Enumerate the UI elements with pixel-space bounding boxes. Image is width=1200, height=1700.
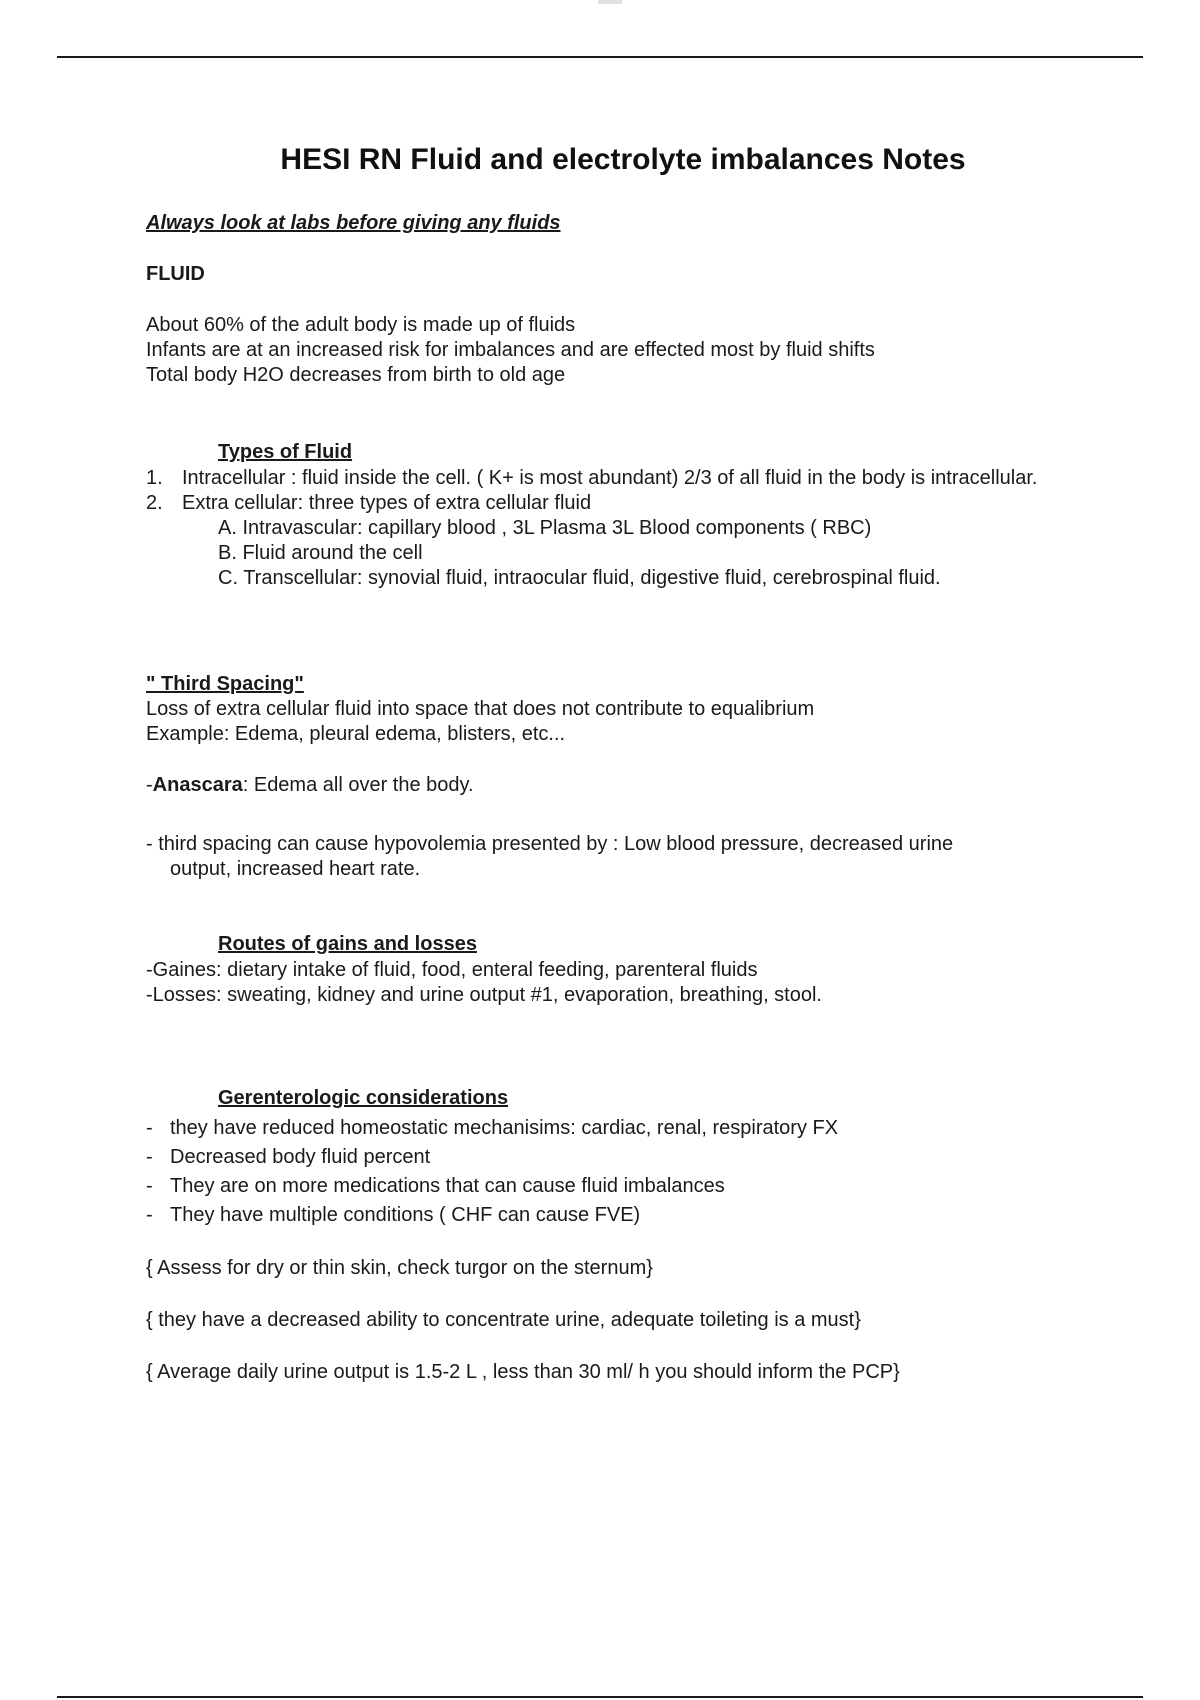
types-of-fluid-heading: Types of Fluid — [218, 441, 353, 463]
hypovolemia-line: - third spacing can cause hypovolemia presented by : Low blood pressure, decreased urine — [146, 833, 954, 855]
routes-line: -Losses: sweating, kidney and urine output #1, evaporation, breathing, stool. — [146, 984, 822, 1006]
extracellular-sublist — [146, 516, 1082, 591]
tagline: Always look at labs before giving any fluids — [146, 212, 561, 234]
document-title: HESI RN Fluid and electrolyte imbalances Notes — [280, 143, 966, 176]
third-spacing-heading: " Third Spacing" — [146, 673, 304, 695]
list-number: 1. — [146, 467, 163, 489]
list-item-text: Extra cellular: three types of extra cellular fluid — [182, 492, 592, 514]
list-number: 2. — [146, 492, 163, 514]
section-label-fluid: FLUID — [146, 263, 205, 285]
list-item — [146, 491, 1082, 516]
anascara-prefix: - — [146, 774, 153, 796]
list-item — [146, 1145, 838, 1174]
list-item-text: They are on more medications that can cause fluid imbalances — [170, 1175, 725, 1197]
intro-line: Infants are at an increased risk for imbalances and are effected most by fluid shifts — [146, 339, 875, 361]
page-top-mark — [598, 0, 622, 4]
gerontologic-list — [146, 1116, 838, 1232]
third-spacing-line: Loss of extra cellular fluid into space that does not contribute to equalibrium — [146, 698, 815, 720]
list-item — [146, 1116, 838, 1145]
intro-line: Total body H2O decreases from birth to old age — [146, 364, 566, 386]
sublist-item: A. Intravascular: capillary blood , 3L Plasma 3L Blood components ( RBC) — [218, 517, 872, 539]
brace-note: { Assess for dry or thin skin, check turgor on the sternum} — [146, 1257, 653, 1279]
list-dash: - — [146, 1146, 153, 1168]
hypovolemia-line-continued: output, increased heart rate. — [170, 858, 421, 880]
list-item-text: Intracellular : fluid inside the cell. ( K+ is most abundant) 2/3 of all fluid in the body is intracellular. — [182, 467, 1038, 489]
third-spacing-paragraph — [146, 697, 814, 747]
sublist-item: C. Transcellular: synovial fluid, intraocular fluid, digestive fluid, cerebrospinal fluid. — [218, 567, 941, 589]
routes-heading-text: Routes of gains and losses — [218, 933, 477, 955]
anascara-definition: : Edema all over the body. — [242, 774, 474, 796]
gerontologic-heading: Gerenterologic considerations — [218, 1087, 509, 1109]
list-item-text: they have reduced homeostatic mechanisims: cardiac, renal, respiratory FX — [170, 1117, 839, 1139]
routes-paragraph — [146, 958, 822, 1008]
third-spacing-line: Example: Edema, pleural edema, blisters, etc... — [146, 723, 566, 745]
brace-note: { Average daily urine output is 1.5-2 L , less than 30 ml/ h you should inform the PCP} — [146, 1361, 900, 1383]
list-dash: - — [146, 1117, 153, 1139]
intro-line: About 60% of the adult body is made up of fluids — [146, 314, 576, 336]
footer-rule — [57, 1696, 1143, 1698]
header-rule — [57, 56, 1143, 58]
list-item-text: They have multiple conditions ( CHF can cause FVE) — [170, 1204, 641, 1226]
list-item — [146, 1174, 838, 1203]
list-item — [146, 1203, 838, 1232]
sublist-item: B. Fluid around the cell — [218, 542, 423, 564]
anascara-line — [146, 773, 474, 798]
intro-paragraph — [146, 313, 875, 388]
hypovolemia-note — [146, 832, 1046, 882]
types-of-fluid-list — [146, 466, 1082, 591]
list-item — [146, 466, 1082, 491]
list-dash: - — [146, 1175, 153, 1197]
brace-note: { they have a decreased ability to concentrate urine, adequate toileting is a must} — [146, 1309, 861, 1331]
routes-line: -Gaines: dietary intake of fluid, food, enteral feeding, parenteral fluids — [146, 959, 758, 981]
list-dash: - — [146, 1204, 153, 1226]
anascara-term: Anascara — [152, 774, 243, 796]
list-item-text: Decreased body fluid percent — [170, 1146, 431, 1168]
routes-heading — [146, 932, 477, 957]
